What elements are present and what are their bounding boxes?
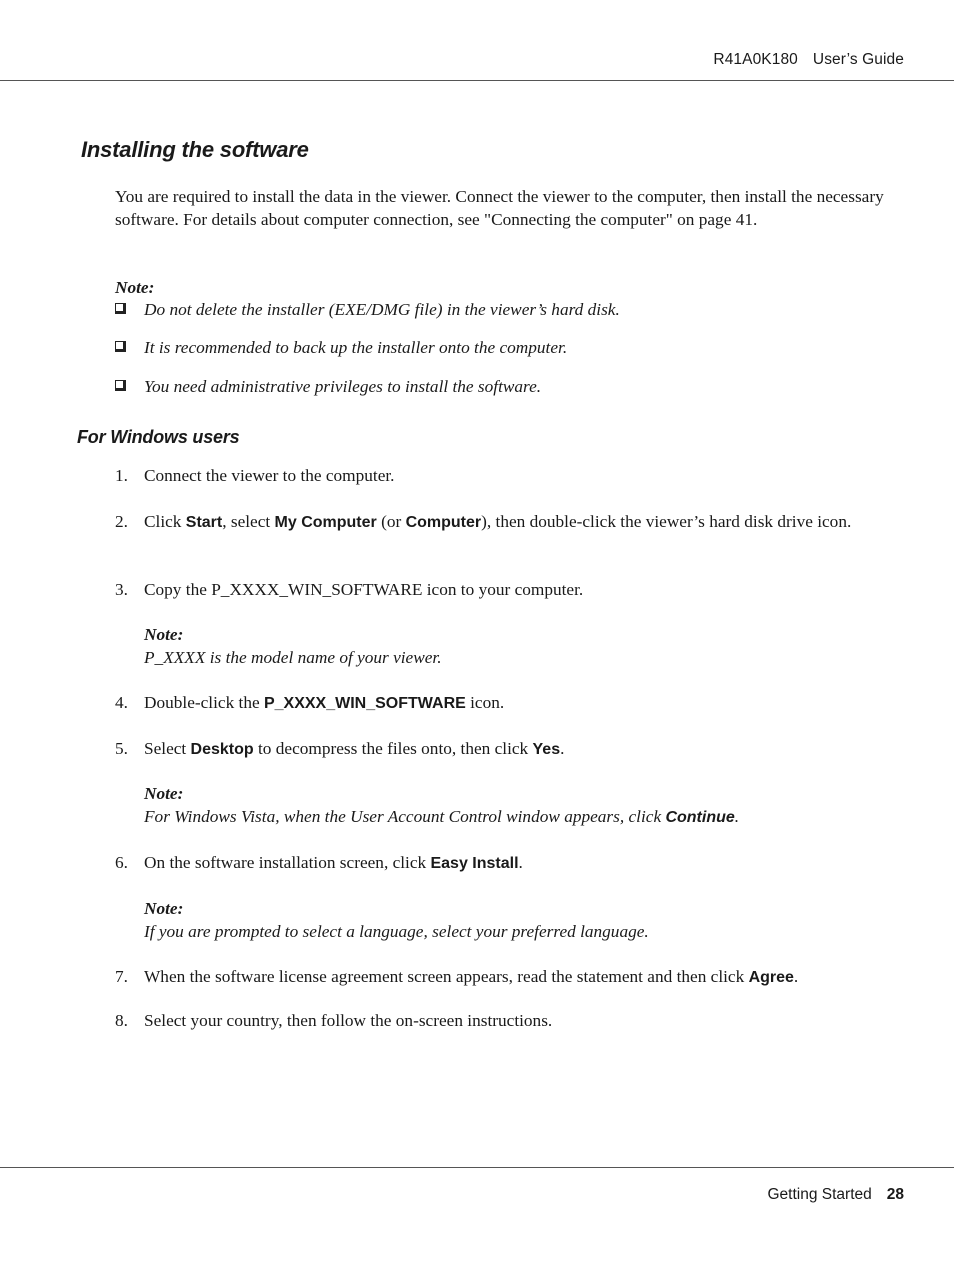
step-1: 1. Connect the viewer to the computer. [115,466,395,485]
my-computer-label: My Computer [274,514,377,531]
step-6: 6. On the software installation screen, click Easy Install. [115,853,523,872]
section-title: Installing the software [81,137,309,162]
footer-section: Getting Started [767,1186,872,1203]
footer-rule [0,1167,954,1168]
desktop-label: Desktop [190,741,254,758]
step-6-note: Note: If you are prompted to select a language, select your preferred language. [144,899,649,941]
header-rule [0,80,954,81]
intro-paragraph: You are required to install the data in the viewer. Connect the viewer to the computer, then install the necessary software. For details about computer connection, see "Connecting the computer" on page 41. [115,187,884,229]
page-header [713,51,904,69]
start-label: Start [185,514,223,531]
yes-label: Yes [532,741,561,758]
checkbox-bullet-icon [115,303,126,314]
software-icon-label: P_XXXX_WIN_SOFTWARE [263,695,466,712]
agree-label: Agree [748,969,794,986]
checkbox-bullet-icon [115,341,126,352]
page-number: 28 [886,1186,904,1203]
checkbox-bullet-icon [115,380,126,391]
step-4: 4. Double-click the P_XXXX_WIN_SOFTWARE icon. [115,693,505,712]
step-5: 5. Select Desktop to decompress the files onto, then click Yes. [115,739,565,758]
step-3: 3. Copy the P_XXXX_WIN_SOFTWARE icon to your computer. [115,580,584,599]
step-3-note: Note: P_XXXX is the model name of your viewer. [144,625,442,667]
doc-title: User’s Guide [812,51,904,68]
note-label: Note: [115,278,155,297]
subsection-title: For Windows users [77,427,240,447]
step-5-note: Note: For Windows Vista, when the User Account Control window appears, click Continue. [144,784,740,826]
step-7: 7. When the software license agreement screen appears, read the statement and then click Agree. [115,967,799,986]
doc-code: R41A0K180 [713,51,798,68]
step-8: 8. Select your country, then follow the on-screen instructions. [115,1011,553,1030]
easy-install-label: Easy Install [430,855,519,872]
page-footer [767,1186,904,1204]
continue-label: Continue [665,809,735,826]
computer-label: Computer [405,514,482,531]
step-2: 2. Click Start, select My Computer (or Computer), then double-click the viewer’s hard disk drive icon. [115,512,852,531]
